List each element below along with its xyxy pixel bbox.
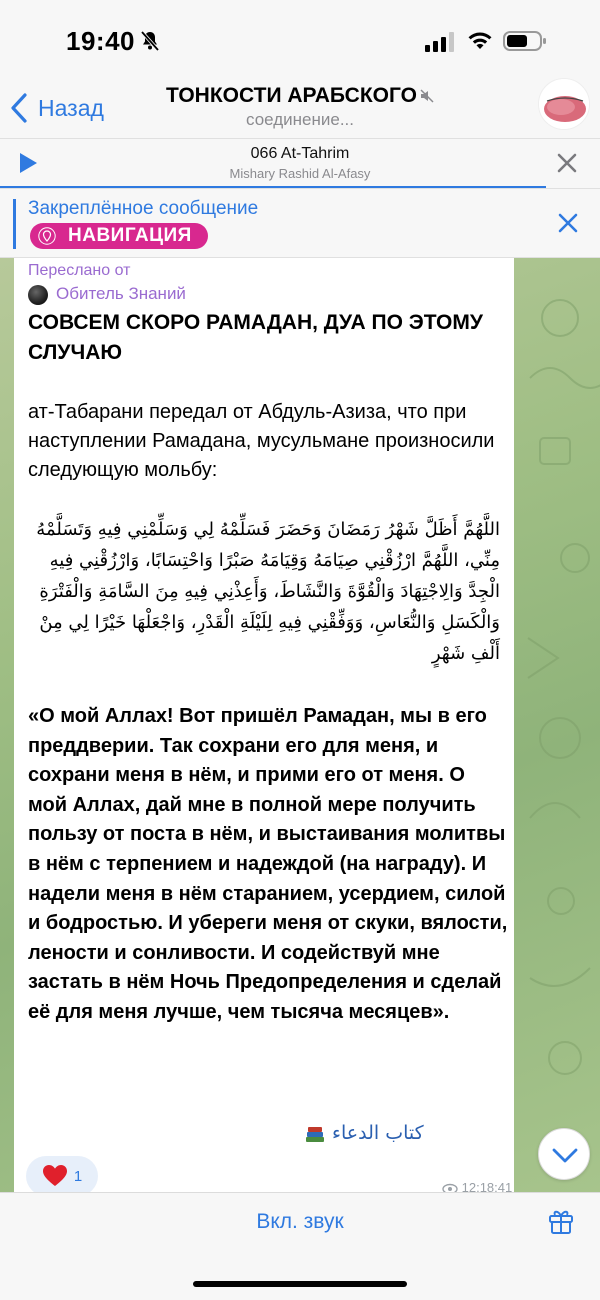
bottom-bar: [0, 1192, 600, 1300]
pinned-tag-text: НАВИГАЦИЯ: [68, 225, 192, 246]
message-bubble[interactable]: [14, 258, 514, 1192]
back-button[interactable]: [10, 90, 104, 126]
forwarded-source-link[interactable]: Обитель Знаний: [56, 284, 186, 303]
source-avatar: [28, 285, 48, 305]
chat-background[interactable]: [0, 258, 600, 1192]
dua-translation: «О мой Аллах! Вот пришёл Рамадан, мы в его преддверии. Так сохрани его для меня, и сохрани меня в нём, и прими его от меня. О мой Аллах, дай мне в полной мере получить пользу от поста в нём, и выстаивания молитвы в нём с терпением и надеждой (на награду). И надели меня в нём старанием, усердием, силой и бодростью. И убереги меня от скуки, вялости, лености и сонливости. И содействуй мне застать в нём Ночь Предопределения и сделай её для меня лучше, чем тысяча месяцев».: [28, 705, 508, 1023]
unmute-button[interactable]: Вкл. звук: [256, 1210, 344, 1233]
message-time-text: 12:18:41: [461, 1180, 513, 1192]
pinned-label: Закреплённое сообщение: [28, 198, 259, 219]
bell-slash-icon: [138, 29, 162, 53]
home-indicator[interactable]: [193, 1281, 407, 1287]
pinned-message[interactable]: [0, 188, 600, 258]
channel-logo: [539, 79, 590, 130]
chat-title-text: ТОНКОСТИ АРАБСКОГО: [166, 84, 417, 107]
chat-title[interactable]: [140, 84, 460, 108]
heart-reaction[interactable]: [26, 1156, 98, 1192]
heart-icon: [42, 1164, 68, 1188]
track-artist: Mishary Rashid Al-Afasy: [229, 166, 371, 181]
forwarded-label: Переслано от: [28, 262, 131, 279]
book-link[interactable]: [304, 1122, 500, 1145]
status-time: 19:40: [66, 26, 135, 56]
eye-icon: [442, 1183, 458, 1192]
message-time: [442, 1180, 512, 1192]
reaction-count: 1: [73, 1167, 83, 1185]
pinned-indicator: [13, 199, 16, 249]
book-link-text: كتاب الدعاء: [332, 1122, 424, 1144]
scroll-down-button[interactable]: [538, 1128, 590, 1180]
gift-icon[interactable]: [548, 1207, 574, 1235]
message-heading: СОВСЕМ СКОРО РАМАДАН, ДУА ПО ЭТОМУ СЛУЧАЮ: [28, 311, 483, 364]
location-pin-icon: [38, 227, 56, 245]
back-label: Назад: [38, 94, 104, 121]
mute-icon: [420, 89, 434, 103]
chat-header: [0, 80, 600, 138]
audio-player: [0, 138, 600, 188]
pinned-tag[interactable]: [30, 223, 208, 249]
chevron-left-icon: [10, 93, 30, 123]
battery-icon: [503, 30, 547, 52]
close-icon[interactable]: [557, 212, 579, 234]
status-bar: [0, 0, 600, 80]
message-intro: ат-Табарани передал от Абдуль-Азиза, что при наступлении Рамадана, мусульмане произносили следующую мольбу:: [28, 401, 495, 481]
chevron-down-icon: [552, 1144, 578, 1166]
arabic-dua: اللَّهُمَّ أَظَلَّ شَهْرُ رَمَضَانَ وَحَضَرَ فَسَلِّمْهُ لِي وَسَلِّمْنِي فِيهِ وَتَسَلَّمْهُ مِنِّي، اللَّهُمَّ ارْزُقْنِي صِيَامَهُ وَقِيَامَهُ صَبْرًا وَاحْتِسَابًا، وَارْزُقْنِي فِيهِ الْجِدَّ وَالِاجْتِهَادَ وَالْقُوَّةَ وَالنَّشَاطَ، وَأَعِذْنِي فِيهِ مِنَ السَّامَةِ وَالْفَتْرَةِ وَالْكَسَلِ وَالنُّعَاسِ، وَوَفِّقْنِي فِيهِ لِلَيْلَةِ الْقَدْرِ، وَاجْعَلْهَا خَيْرًا لِي مِنْ أَلْفِ شَهْرٍ: [36, 519, 500, 664]
track-title[interactable]: 066 At-Tahrim: [250, 145, 350, 162]
channel-avatar[interactable]: [538, 78, 590, 130]
books-icon: [304, 1123, 326, 1145]
connection-status: соединение...: [246, 110, 354, 129]
close-icon[interactable]: [556, 152, 578, 174]
signal-icon: [425, 32, 457, 52]
wifi-icon: [466, 29, 494, 51]
